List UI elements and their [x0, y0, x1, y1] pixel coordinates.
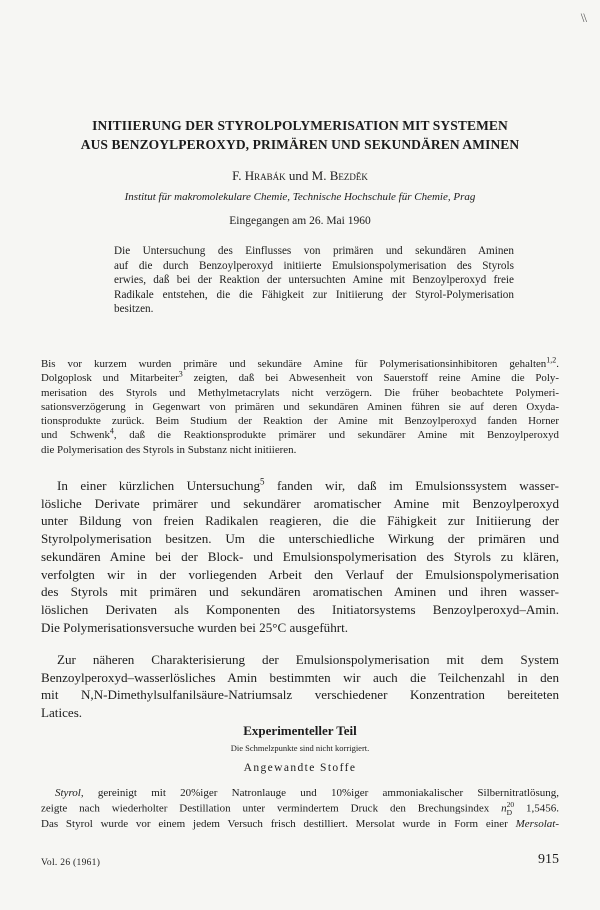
refractive-index-symbol: n: [501, 802, 507, 815]
section-note: Die Schmelzpunkte sind nicht korrigiert.: [230, 743, 370, 753]
authors: [40, 168, 560, 184]
intro-line: [41, 428, 559, 442]
index-scripts: [507, 801, 515, 817]
index-subscript: D: [506, 808, 513, 817]
body-line: löslichen Derivaten als Komponenten des Initiatorsystems Benzoylperoxyd–Amin.: [41, 601, 559, 617]
experimental-text: 1,5456.: [514, 802, 559, 815]
body-line: des Styrols mit primären und sekundären aromatischen Aminen und ihren wasser-: [41, 584, 559, 600]
institute-affiliation: Institut für makromolekulare Chemie, Technische Hochschule für Chemie, Prag: [124, 191, 476, 203]
journal-volume: Vol. 26 (1961): [41, 858, 101, 868]
body-paragraph-2: [41, 651, 559, 722]
intro-text: .: [556, 358, 559, 370]
intro-line: [41, 357, 559, 371]
title-line-2: AUS BENZOYLPEROXYD, PRIMÄREN UND SEKUNDÄREN AMINEN: [80, 137, 520, 152]
intro-text: Dolgoplosk und Mitarbeiter: [41, 372, 179, 385]
citation-ref: 1,2: [546, 355, 557, 365]
title-line-1: INITIIERUNG DER STYROLPOLYMERISATION MIT SYSTEMEN: [92, 118, 508, 133]
intro-line: sationsverzögerung in Gegenwart von primären und sekundären Aminen führen sie auf deren Oxyda-: [41, 400, 559, 413]
experimental-text: Das Styrol wurde vor einem jedem Versuch frisch destilliert. Mersolat wurde in Form einer: [41, 818, 516, 830]
body-line: Styrolpolymerisation besitzen. Um die unterschiedliche Wirkung der primären und: [41, 531, 559, 547]
experimental-line: [41, 817, 559, 832]
body-line: Zur näheren Charakterisierung der Emulsionspolymerisation mit dem System: [57, 652, 559, 667]
experimental-paragraph: [41, 786, 559, 832]
intro-paragraph: [41, 357, 559, 457]
intro-line: tionsprodukte zurück. Beim Studium der Reaktion der Amine mit Benzoylperoxyd fanden Horner: [41, 415, 559, 428]
author-1: F. Hrabák: [232, 168, 286, 183]
section-heading: Experimenteller Teil: [243, 723, 357, 738]
author-connector: und: [288, 168, 309, 183]
citation-ref: 5: [260, 476, 265, 487]
experimental-line: [41, 786, 559, 801]
body-line: [41, 477, 559, 495]
body-text: In einer kürzlichen Untersuchung: [57, 478, 261, 493]
citation-ref: 4: [109, 426, 114, 436]
intro-line: [41, 371, 559, 385]
body-line: lösliche Derivate primärer und sekundärer aromatischer Amine mit Benzoylperoxyd: [41, 495, 559, 511]
body-line: Die Polymerisationsversuche wurden bei 25°C ausgeführt.: [41, 619, 349, 635]
body-line: unter Bildung von freien Radikalen reagieren, die die Fähigkeit zur Initiierung der: [41, 513, 559, 529]
received-date: Eingegangen am 26. Mai 1960: [229, 215, 371, 227]
abstract-line: Radikale entstehen, die die Fähigkeit zur Initiierung der Styrol-Polymerisation: [114, 288, 514, 301]
citation-ref: 3: [178, 369, 183, 379]
intro-text: Bis vor kurzem wurden primäre und sekundäre Amine für Polymerisationsinhibitoren gehalten: [41, 358, 547, 370]
intro-line: merisation des Styrols und Methylmetacrylats nicht verzögern. Die früher beobachtete Polymeri-: [41, 386, 559, 399]
body-text: fanden wir, daß im Emulsionssystem wasser-: [264, 478, 559, 493]
substance-name: Mersolat-: [515, 818, 559, 830]
abstract: [114, 244, 514, 317]
abstract-line: erwies, daß bei der Reaktion der untersuchten Amine mit Benzoylperoxyd freie: [114, 274, 514, 287]
body-line: Latices.: [41, 705, 83, 721]
abstract-line: Die Untersuchung des Einflusses von primären und sekundären Aminen: [114, 245, 514, 257]
index-superscript: 20: [506, 800, 515, 809]
experimental-line: [41, 801, 559, 817]
subsection-heading: Angewandte Stoffe: [243, 762, 357, 774]
corner-mark: \\: [580, 10, 586, 25]
experimental-text: zeigte nach wiederholter Destillation unter vermindertem Druck den Brechungsindex: [41, 802, 502, 815]
abstract-line: besitzen.: [114, 303, 154, 316]
author-2: M. Bezděk: [311, 168, 368, 183]
substance-name: Styrol,: [55, 787, 84, 799]
page-number: 915: [538, 852, 559, 867]
intro-text: , daß die Reaktionsprodukte primärer und sekundärer Amine mit Benzoylperoxyd: [113, 429, 559, 442]
abstract-line: auf die durch Benzoylperoxyd initiierte Emulsionspolymerisation des Styrols: [114, 259, 514, 272]
experimental-text: gereinigt mit 20%iger Natronlauge und 10%iger ammoniakalischer Silbernitratlösung,: [83, 787, 559, 799]
body-paragraph-1: [41, 477, 559, 636]
body-line: verfolgten wir in der vorliegenden Arbeit den Verlauf der Emulsionspolymerisation: [41, 566, 559, 582]
body-line: sekundären Amine bei der Block- und Emulsionspolymerisation des Styrols zu klären,: [41, 548, 559, 564]
intro-line: die Polymerisation des Styrols in Substanz nicht initiieren.: [41, 443, 297, 456]
article-title: [40, 116, 560, 154]
intro-text: zeigten, daß bei Abwesenheit von Sauerstoff reine Amine die Poly-: [182, 372, 559, 385]
body-line: mit N,N-Dimethylsulfanilsäure-Natriumsalz verschiedener Konzentration bereiteten: [41, 687, 559, 703]
intro-text: und Schwenk: [41, 429, 110, 442]
body-line: Benzoylperoxyd–wasserlösliches Amin bestimmten wir auch die Teilchenzahl in den: [41, 669, 559, 685]
